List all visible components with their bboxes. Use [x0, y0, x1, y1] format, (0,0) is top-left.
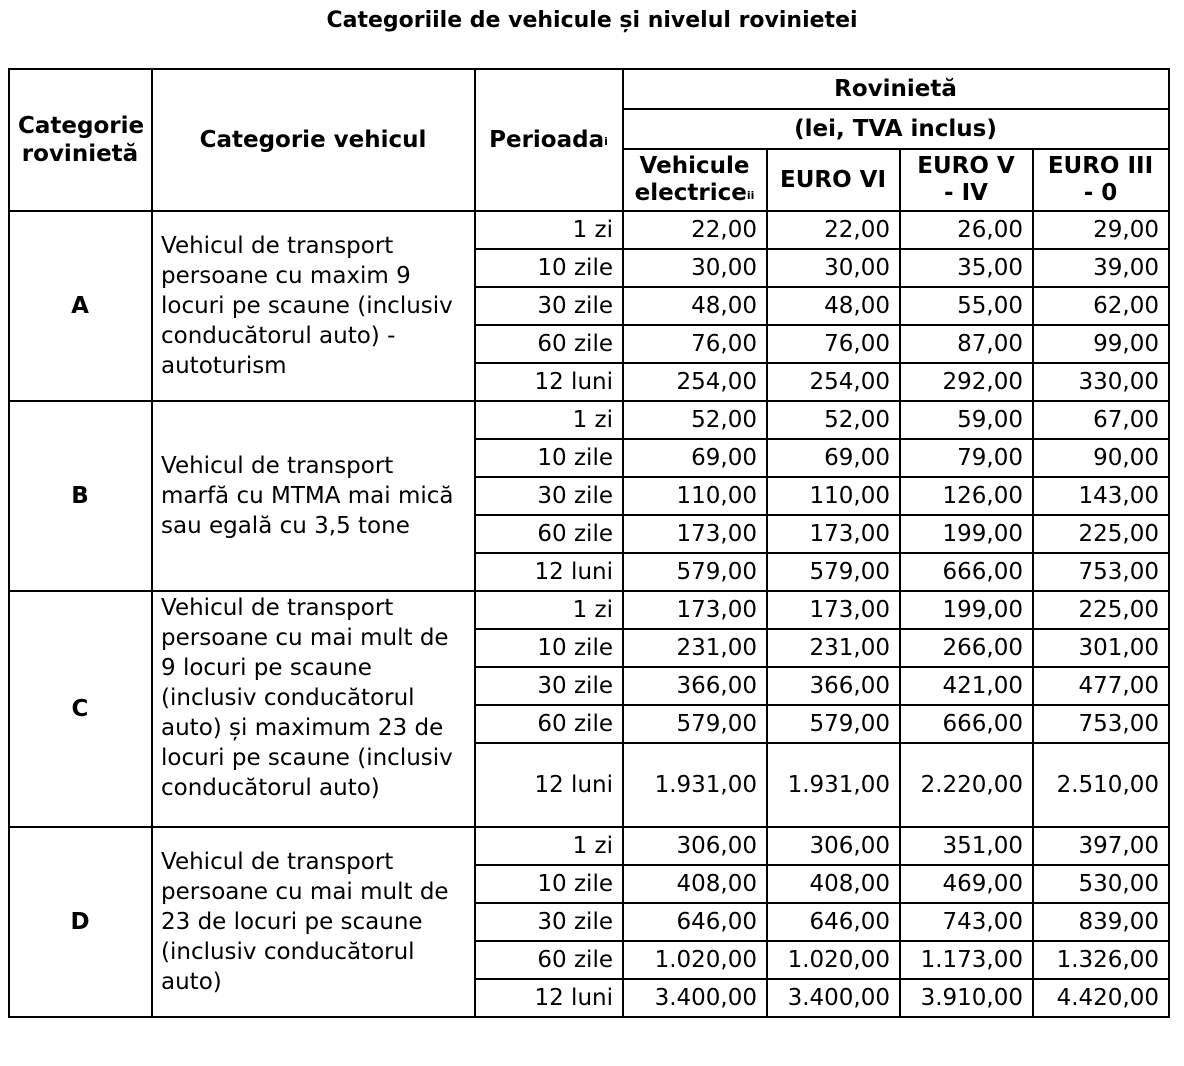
header-perioada: [475, 69, 623, 211]
footnote-marker: ii: [746, 189, 755, 202]
price-cell: 22,00: [767, 211, 900, 249]
header-rovinieta: Rovinietă: [623, 69, 1169, 109]
price-cell: 231,00: [767, 629, 900, 667]
period-cell: 30 zile: [475, 287, 623, 325]
table-body: [9, 211, 1169, 1017]
period-cell: 1 zi: [475, 591, 623, 629]
header-euro-vi: EURO VI: [767, 149, 900, 211]
price-cell: 254,00: [767, 363, 900, 401]
price-cell: 469,00: [900, 865, 1033, 903]
price-cell: 397,00: [1033, 827, 1169, 865]
header-unit: (lei, TVA inclus): [623, 109, 1169, 149]
price-cell: 477,00: [1033, 667, 1169, 705]
price-cell: 76,00: [767, 325, 900, 363]
price-cell: 76,00: [623, 325, 767, 363]
price-cell: 306,00: [767, 827, 900, 865]
price-cell: 3.400,00: [623, 979, 767, 1017]
price-cell: 366,00: [623, 667, 767, 705]
price-cell: 579,00: [623, 705, 767, 743]
price-cell: 48,00: [623, 287, 767, 325]
price-cell: 29,00: [1033, 211, 1169, 249]
price-cell: 646,00: [623, 903, 767, 941]
price-cell: 1.326,00: [1033, 941, 1169, 979]
header-categorie-vehicul: Categorie vehicul: [152, 69, 475, 211]
price-cell: 4.420,00: [1033, 979, 1169, 1017]
price-cell: 579,00: [623, 553, 767, 591]
table-row: [9, 827, 1169, 865]
price-cell: 173,00: [767, 591, 900, 629]
price-cell: 1.931,00: [623, 743, 767, 827]
price-cell: 1.020,00: [623, 941, 767, 979]
header-vehicule-electrice-label: Vehicule electrice: [634, 153, 750, 206]
price-cell: 67,00: [1033, 401, 1169, 439]
category-code: B: [9, 401, 152, 591]
price-cell: 62,00: [1033, 287, 1169, 325]
period-cell: 30 zile: [475, 903, 623, 941]
period-cell: 30 zile: [475, 667, 623, 705]
price-cell: 48,00: [767, 287, 900, 325]
price-cell: 26,00: [900, 211, 1033, 249]
price-cell: 408,00: [767, 865, 900, 903]
header-vehicule-electrice: [623, 149, 767, 211]
price-cell: 579,00: [767, 553, 900, 591]
price-cell: 69,00: [767, 439, 900, 477]
category-description: Vehicul de transport marfă cu MTMA mai mică sau egală cu 3,5 tone: [152, 401, 475, 591]
category-description: Vehicul de transport persoane cu mai mult de 23 de locuri pe scaune (inclusiv conducătorul auto): [152, 827, 475, 1017]
price-cell: 254,00: [623, 363, 767, 401]
price-cell: 30,00: [767, 249, 900, 287]
period-cell: 30 zile: [475, 477, 623, 515]
period-cell: 12 luni: [475, 553, 623, 591]
price-cell: 666,00: [900, 553, 1033, 591]
price-cell: 646,00: [767, 903, 900, 941]
table-row: [9, 401, 1169, 439]
price-cell: 1.020,00: [767, 941, 900, 979]
price-cell: 666,00: [900, 705, 1033, 743]
price-cell: 266,00: [900, 629, 1033, 667]
price-cell: 143,00: [1033, 477, 1169, 515]
period-cell: 60 zile: [475, 941, 623, 979]
price-cell: 79,00: [900, 439, 1033, 477]
category-code: D: [9, 827, 152, 1017]
price-cell: 2.220,00: [900, 743, 1033, 827]
price-cell: 126,00: [900, 477, 1033, 515]
price-cell: 110,00: [767, 477, 900, 515]
table-row: [9, 591, 1169, 629]
header-euro-iii-0: EURO III - 0: [1033, 149, 1169, 211]
period-cell: 1 zi: [475, 827, 623, 865]
rovinieta-table: [8, 68, 1170, 1018]
price-cell: 306,00: [623, 827, 767, 865]
price-cell: 366,00: [767, 667, 900, 705]
category-description: Vehicul de transport persoane cu mai mult de 9 locuri pe scaune (inclusiv conducătorul auto) și maximum 23 de locuri pe scaune (inclusiv conducătorul auto): [152, 591, 475, 827]
price-cell: 55,00: [900, 287, 1033, 325]
price-cell: 52,00: [767, 401, 900, 439]
price-cell: 3.910,00: [900, 979, 1033, 1017]
category-code: A: [9, 211, 152, 401]
price-cell: 99,00: [1033, 325, 1169, 363]
price-cell: 225,00: [1033, 515, 1169, 553]
price-cell: 90,00: [1033, 439, 1169, 477]
price-cell: 579,00: [767, 705, 900, 743]
price-cell: 173,00: [623, 591, 767, 629]
category-description: Vehicul de transport persoane cu maxim 9 locuri pe scaune (inclusiv conducătorul auto) - autoturism: [152, 211, 475, 401]
price-cell: 110,00: [623, 477, 767, 515]
price-cell: 30,00: [623, 249, 767, 287]
price-cell: 1.931,00: [767, 743, 900, 827]
price-cell: 2.510,00: [1033, 743, 1169, 827]
period-cell: 60 zile: [475, 325, 623, 363]
price-cell: 301,00: [1033, 629, 1169, 667]
period-cell: 12 luni: [475, 363, 623, 401]
price-cell: 35,00: [900, 249, 1033, 287]
price-cell: 839,00: [1033, 903, 1169, 941]
price-cell: 225,00: [1033, 591, 1169, 629]
period-cell: 60 zile: [475, 705, 623, 743]
table-row: [9, 211, 1169, 249]
period-cell: 10 zile: [475, 439, 623, 477]
period-cell: 1 zi: [475, 401, 623, 439]
price-cell: 199,00: [900, 515, 1033, 553]
category-code: C: [9, 591, 152, 827]
price-cell: 292,00: [900, 363, 1033, 401]
period-cell: 10 zile: [475, 249, 623, 287]
period-cell: 60 zile: [475, 515, 623, 553]
price-cell: 743,00: [900, 903, 1033, 941]
period-cell: 12 luni: [475, 743, 623, 827]
price-cell: 39,00: [1033, 249, 1169, 287]
price-cell: 231,00: [623, 629, 767, 667]
price-cell: 330,00: [1033, 363, 1169, 401]
price-cell: 22,00: [623, 211, 767, 249]
price-cell: 753,00: [1033, 705, 1169, 743]
period-cell: 10 zile: [475, 865, 623, 903]
document-title: Categoriile de vehicule și nivelul rovinietei: [326, 8, 858, 33]
price-cell: 87,00: [900, 325, 1033, 363]
header-perioada-label: Perioada: [489, 127, 605, 153]
price-cell: 753,00: [1033, 553, 1169, 591]
price-cell: 530,00: [1033, 865, 1169, 903]
period-cell: 12 luni: [475, 979, 623, 1017]
header-euro-v-iv: EURO V - IV: [900, 149, 1033, 211]
price-cell: 52,00: [623, 401, 767, 439]
price-cell: 69,00: [623, 439, 767, 477]
price-cell: 173,00: [623, 515, 767, 553]
header-categorie-rovinieta: Categorie rovinietă: [9, 69, 152, 211]
period-cell: 1 zi: [475, 211, 623, 249]
price-cell: 3.400,00: [767, 979, 900, 1017]
price-cell: 173,00: [767, 515, 900, 553]
price-cell: 199,00: [900, 591, 1033, 629]
footnote-marker: i: [604, 135, 608, 148]
price-cell: 408,00: [623, 865, 767, 903]
price-cell: 421,00: [900, 667, 1033, 705]
price-cell: 59,00: [900, 401, 1033, 439]
price-cell: 1.173,00: [900, 941, 1033, 979]
period-cell: 10 zile: [475, 629, 623, 667]
price-cell: 351,00: [900, 827, 1033, 865]
